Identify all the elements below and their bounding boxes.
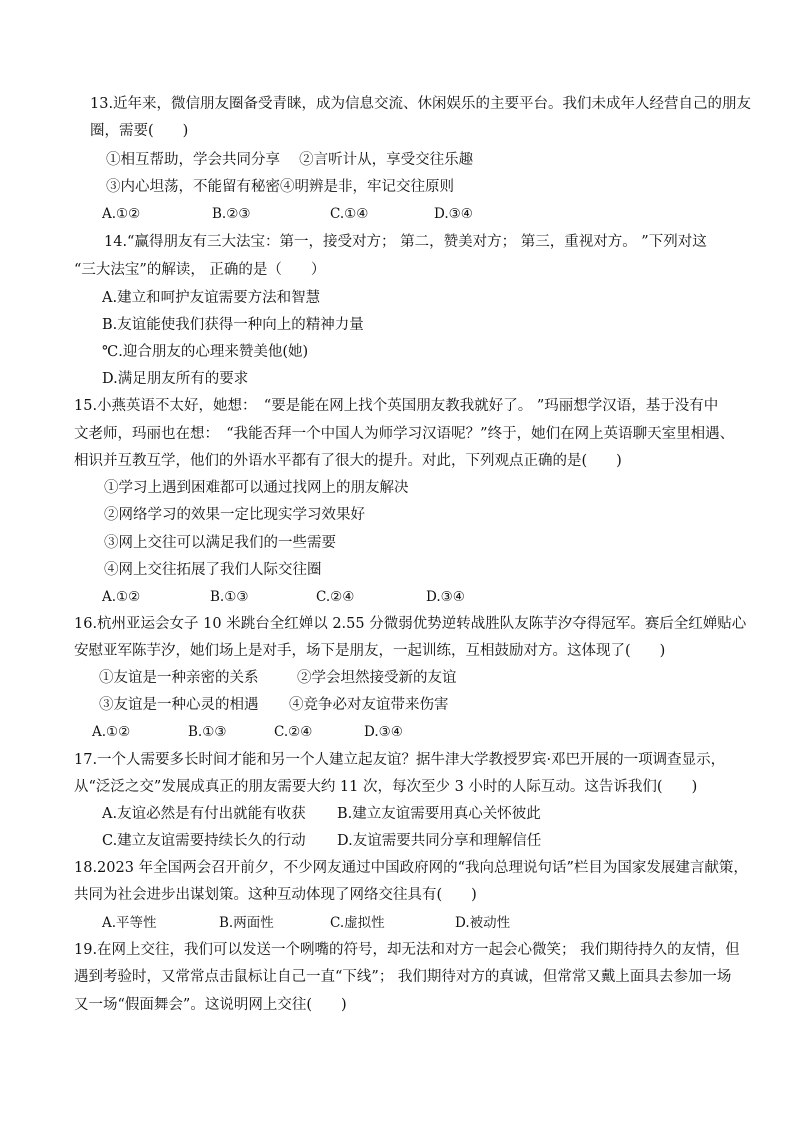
q14-option-a[interactable]: A.建立和呵护友谊需要方法和智慧 (102, 290, 321, 306)
q13-item-line2: ③内心坦荡，不能留有秘密④明辨是非，牢记交往原则 (106, 179, 454, 195)
q16-item-1: ①友谊是一种亲密的关系 (99, 670, 259, 686)
q18-stem-line2: 共同为社会进步出谋划策。这种互动体现了网络交往具有( ) (74, 887, 477, 903)
q15-option-b[interactable]: B.①③ (210, 589, 249, 605)
q14-stem-line2: “三大法宝”的解读， 正确的是（ ） (74, 262, 326, 278)
q16-option-c[interactable]: C.②④ (274, 724, 313, 740)
q16-option-d[interactable]: D.③④ (364, 724, 403, 740)
q13-item-line1: ①相互帮助，学会共同分享 ②言听计从，享受交往乐趣 (106, 152, 474, 168)
q13-option-b[interactable]: B.②③ (212, 206, 251, 222)
q13-option-a[interactable]: A.①② (102, 206, 141, 222)
q17-option-d[interactable]: D.友谊需要共同分享和理解信任 (337, 833, 542, 849)
q14-option-c[interactable]: ℃.迎合朋友的心理来赞美他(她) (102, 344, 309, 360)
q16-stem-line1: 16.杭州亚运会女子 10 米跳台全红婵以 2.55 分微弱优势逆转战胜队友陈芋汐夺得冠军。赛后全红婵贴心 (74, 616, 747, 632)
q17-option-a[interactable]: A.友谊必然是有付出就能有收获 (102, 806, 306, 822)
q18-option-b[interactable]: B.两面性 (219, 915, 274, 931)
q16-item-2: ②学会坦然接受新的友谊 (297, 670, 457, 686)
q16-item-3: ③友谊是一种心灵的相遇 (99, 697, 259, 713)
q17-option-c[interactable]: C.建立友谊需要持续长久的行动 (102, 833, 306, 849)
q19-stem-line2: 遇到考验时，又常常点击鼠标让自己一直“下线”； 我们期待对方的真诚，但常常又戴上面具去参加一场 (74, 969, 732, 985)
q16-stem-line2: 安慰亚军陈芋汐，她们场上是对手，场下是朋友，一起训练，互相鼓励对方。这体现了( ) (74, 643, 666, 659)
q14-option-b[interactable]: B.友谊能使我们获得一种向上的精神力量 (102, 317, 364, 333)
q13-stem-line2: 圈，需要( ) (90, 123, 189, 139)
q19-stem-line3: 又一场“假面舞会”。这说明网上交往( ) (74, 997, 347, 1013)
q15-item-4: ④网上交往拓展了我们人际交往圈 (104, 562, 322, 578)
q15-stem-line2: 文老师，玛丽也在想： “我能否拜一个中国人为师学习汉语呢？”终于，她们在网上英语聊天室里相遇、 (74, 426, 735, 442)
q17-stem-line2: 从“泛泛之交”发展成真正的朋友需要大约 11 次，每次至少 3 小时的人际互动。这告诉我们( ) (74, 779, 698, 795)
q15-stem-line1: 15.小燕英语不太好，她想： “要是能在网上找个英国朋友教我就好了。 ”玛丽想学汉语，基于没有中 (74, 398, 719, 414)
q18-option-c[interactable]: C.虚拟性 (330, 915, 385, 931)
q13-option-c[interactable]: C.①④ (330, 206, 369, 222)
q17-option-b[interactable]: B.建立友谊需要用真心关怀彼此 (337, 806, 541, 822)
q15-option-c[interactable]: C.②④ (316, 589, 355, 605)
q15-item-1: ①学习上遇到困难都可以通过找网上的朋友解决 (104, 480, 409, 496)
q16-option-a[interactable]: A.①② (92, 724, 131, 740)
q14-option-d[interactable]: D.满足朋友所有的要求 (102, 371, 249, 387)
q18-option-a[interactable]: A.平等性 (102, 915, 157, 931)
q18-stem-line1: 18.2023 年全国两会召开前夕，不少网友通过中国政府网的“我向总理说句话”栏目为国家发展建言献策， (74, 860, 748, 876)
q16-item-4: ④竞争必对友谊带来伤害 (289, 697, 449, 713)
q18-option-d[interactable]: D.被动性 (455, 915, 511, 931)
q17-stem-line1: 17.一个人需要多长时间才能和另一个人建立起友谊？据牛津大学教授罗宾·邓巴开展的一项调查显示， (74, 752, 726, 768)
q13-stem-line1: 13.近年来，微信朋友圈备受青睐，成为信息交流、休闲娱乐的主要平台。我们未成年人经营自己的朋友 (90, 96, 752, 112)
q13-option-d[interactable]: D.③④ (434, 206, 473, 222)
q14-stem-line1: 14.“赢得朋友有三大法宝：第一，接受对方； 第二，赞美对方； 第三，重视对方。 ”下列对这 (104, 234, 707, 250)
q15-item-2: ②网络学习的效果一定比现实学习效果好 (104, 507, 365, 523)
q15-stem-line3: 相识并互教互学，他们的外语水平都有了很大的提升。对此，下列观点正确的是( ) (74, 453, 622, 469)
q16-option-b[interactable]: B.①③ (188, 724, 227, 740)
q15-option-a[interactable]: A.①② (102, 589, 141, 605)
q15-item-3: ③网上交往可以满足我们的一些需要 (104, 535, 336, 551)
q19-stem-line1: 19.在网上交往，我们可以发送一个咧嘴的符号，却无法和对方一起会心微笑； 我们期待持久的友情，但 (74, 942, 740, 958)
q15-option-d[interactable]: D.③④ (426, 589, 465, 605)
